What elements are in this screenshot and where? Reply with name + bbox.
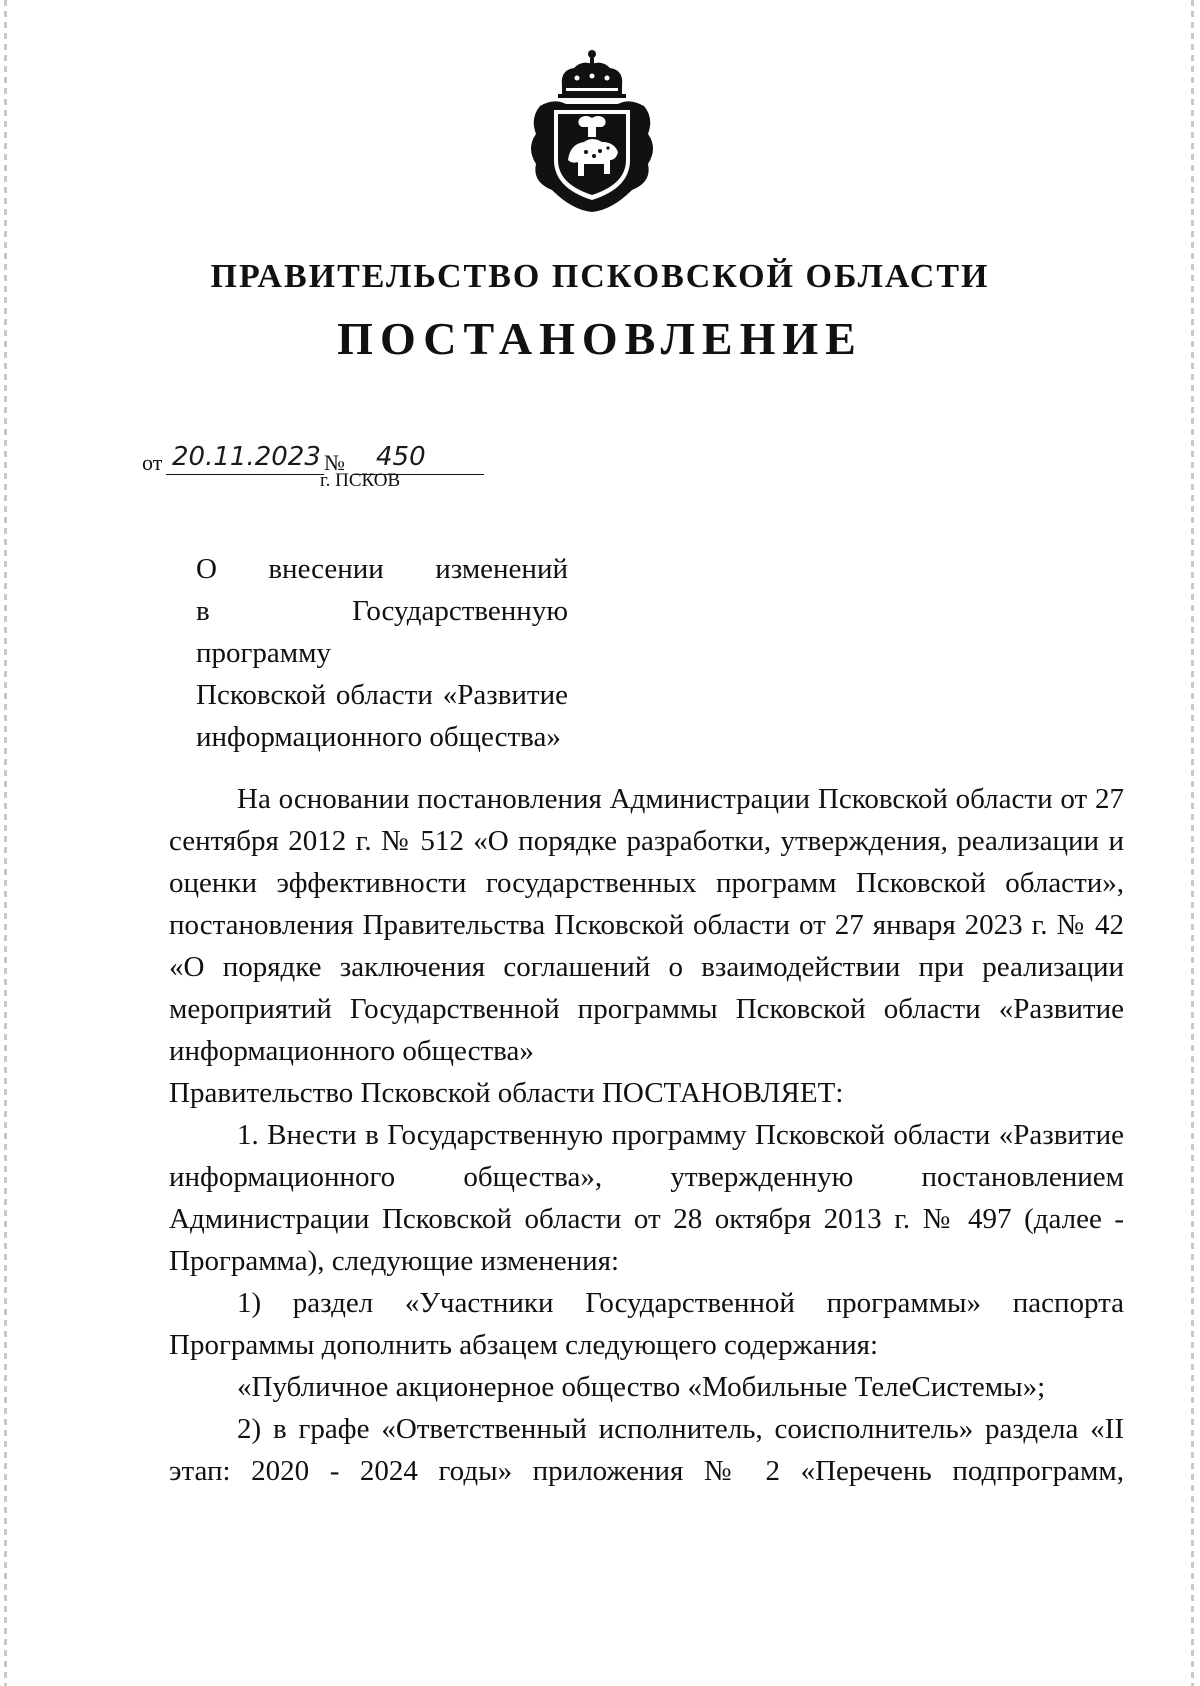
- subject-line: информационного общества»: [196, 721, 561, 753]
- subject-line: в Государственную программу: [196, 595, 568, 669]
- body-paragraph: «Публичное акционерное общество «Мобильные ТелеСистемы»;: [237, 1371, 1046, 1403]
- date-value: 20.11.2023: [172, 442, 321, 472]
- number-prefix: №: [324, 450, 345, 475]
- body-paragraph: Правительство Псковской области ПОСТАНОВЛЯЕТ:: [169, 1077, 844, 1109]
- date-prefix: от: [142, 450, 163, 475]
- body-paragraph: 1) раздел «Участники Государственной программы» паспорта Программы дополнить абзацем следующего содержания:: [169, 1287, 1124, 1361]
- document-type-title: ПОСТАНОВЛЕНИЕ: [337, 313, 863, 364]
- organization-title: ПРАВИТЕЛЬСТВО ПСКОВСКОЙ ОБЛАСТИ: [210, 258, 990, 295]
- scan-edge-right: [1191, 0, 1194, 1686]
- body-paragraph: 2) в графе «Ответственный исполнитель, соисполнитель» раздела «II этап: 2020 - 2024 годы» приложения № 2 «Перечень подпрограмм,: [169, 1413, 1124, 1487]
- body-paragraph: На основании постановления Администрации Псковской области от 27 сентября 2012 г. № 512 «О порядке разработки, утверждения, реализации и оценки эффективности государственных программ Псковской области», постановления Правительства Псковской области от 27 января 2023 г. № 42 «О порядке заключения соглашений о взаимодействии при реализации мероприятий Государственной программы Псковской области «Развитие информационного общества»: [169, 783, 1124, 1067]
- city-label: г. ПСКОВ: [320, 470, 401, 491]
- body-paragraph: 1. Внести в Государственную программу Псковской области «Развитие информационного общества», утвержденную постановлением Администрации Псковской области от 28 октября 2013 г. № 497 (далее - Программа), следующие изменения:: [169, 1119, 1124, 1277]
- subject-line: Псковской области «Развитие: [196, 679, 568, 711]
- document-body: [169, 778, 1124, 1492]
- coat-of-arms-icon: [522, 48, 662, 213]
- document-subject: [196, 548, 568, 758]
- subject-line: О внесении изменений: [196, 553, 568, 585]
- date-underline: [166, 474, 324, 475]
- number-value: 450: [376, 442, 426, 472]
- scan-edge-left: [4, 0, 7, 1686]
